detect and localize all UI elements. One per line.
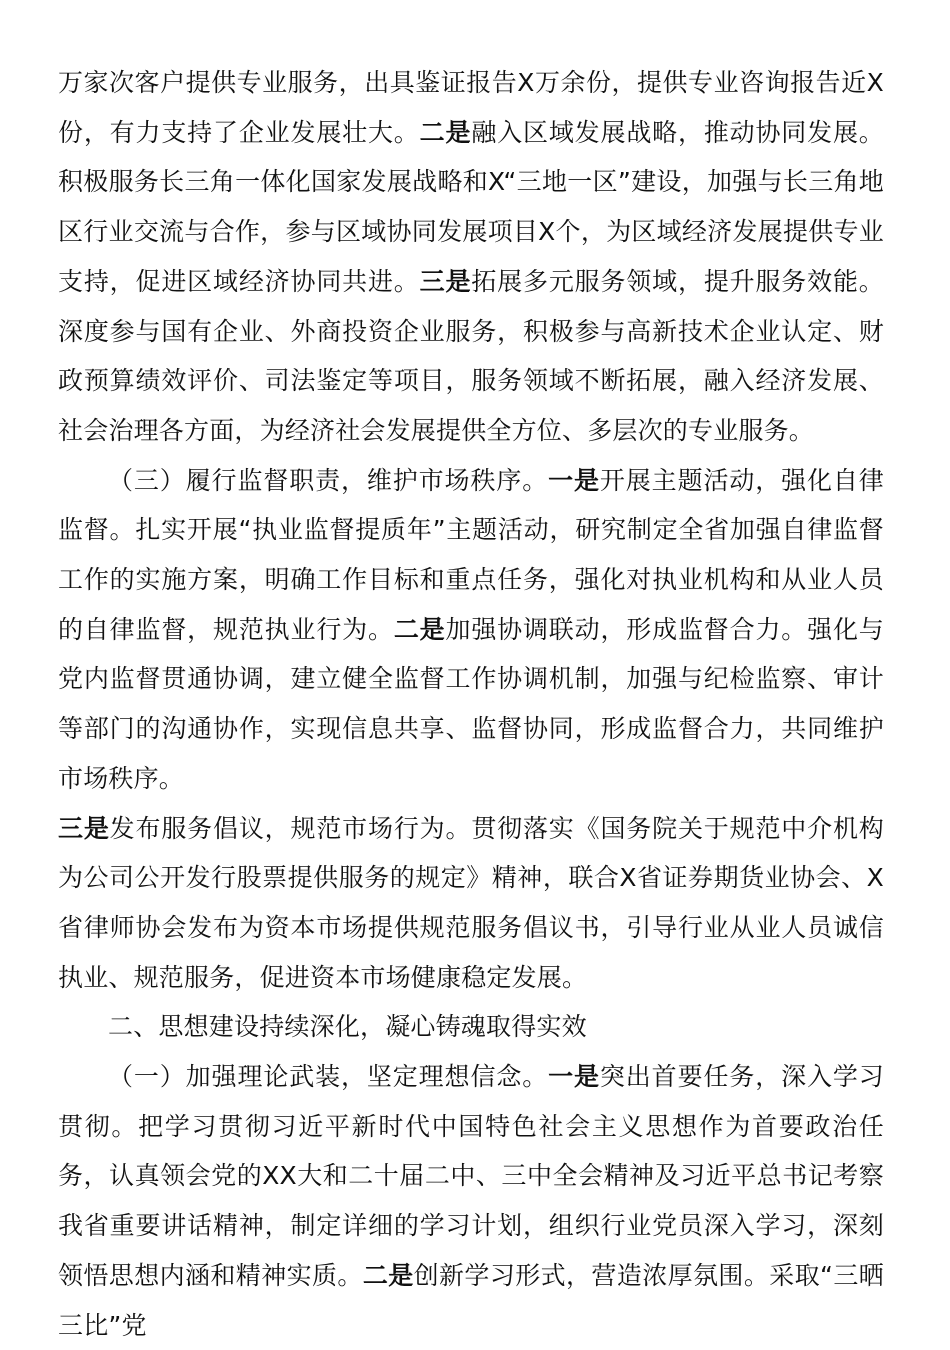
paragraph-service-initiative — [58, 804, 884, 1003]
section-heading-3: （三）履行监督职责，维护市场秩序。 — [108, 465, 549, 495]
paragraph-theory — [58, 1052, 884, 1350]
text-segment: 开展主题活动，强化自律监督。扎实开展“执业监督提质年”主题活动，研究制定全省加强自律监督工作的实施方案，明确工作目标和重点任务，强化对执业机构和从业人员的自律监督，规范执业行为。 — [58, 465, 884, 644]
bold-marker-two: 二是 — [419, 117, 472, 147]
bold-marker-two: 二是 — [393, 614, 446, 644]
paragraph-service-achievements — [58, 58, 884, 456]
bold-marker-two: 二是 — [362, 1260, 414, 1290]
text-segment: 加强协调联动，形成监督合力。强化与党内监督贯通协调，建立健全监督工作协调机制，加强与纪检监察、审计等部门的沟通协作，实现信息共享、监督协同，形成监督合力，共同维护市场秩序。 — [58, 614, 884, 793]
text-segment: 万家次客户提供专业服务，出具鉴证报告X万余份，提供专业咨询报告近X份，有力支持了企业发展壮大。 — [58, 68, 884, 147]
text-segment: 融入区域发展战略，推动协同发展。积极服务长三角一体化国家发展战略和X“三地一区”建设，加强与长三角地区行业交流与合作，参与区域协同发展项目X个，为区域经济发展提供专业支持，促进区域经济协同共进。 — [58, 117, 885, 296]
bold-marker-one: 一是 — [548, 465, 600, 495]
bold-marker-three: 三是 — [419, 266, 472, 296]
heading-text: 二、思想建设持续深化，凝心铸魂取得实效 — [108, 1012, 587, 1042]
text-segment: 发布服务倡议，规范市场行为。贯彻落实《国务院关于规范中介机构为公司公开发行股票提供服务的规定》精神，联合X省证券期货业协会、X省律师协会发布为资本市场提供规范服务倡议书，引导行业从业人员诚信执业、规范服务，促进资本市场健康稳定发展。 — [58, 813, 884, 992]
section-heading-1: （一）加强理论武装，坚定理想信念。 — [108, 1062, 549, 1092]
bold-marker-one: 一是 — [548, 1062, 600, 1092]
text-segment: 拓展多元服务领域，提升服务效能。深度参与国有企业、外商投资企业服务，积极参与高新技术企业认定、财政预算绩效评价、司法鉴定等项目，服务领域不断拓展，融入经济发展、社会治理各方面，为经济社会发展提供全方位、多层次的专业服务。 — [58, 266, 885, 445]
bold-marker-three: 三是 — [58, 813, 110, 843]
section-heading-ideology — [58, 1002, 884, 1052]
paragraph-supervision — [58, 456, 884, 804]
text-segment: 突出首要任务，深入学习贯彻。把学习贯彻习近平新时代中国特色社会主义思想作为首要政治任务，认真领会党的XX大和二十届二中、三中全会精神及习近平总书记考察我省重要讲话精神，制定详细的学习计划，组织行业党员深入学习，深刻领悟思想内涵和精神实质。 — [58, 1062, 884, 1290]
text-segment: 创新学习形式，营造浓厚氛围。采取“三晒三比”党 — [58, 1260, 884, 1340]
